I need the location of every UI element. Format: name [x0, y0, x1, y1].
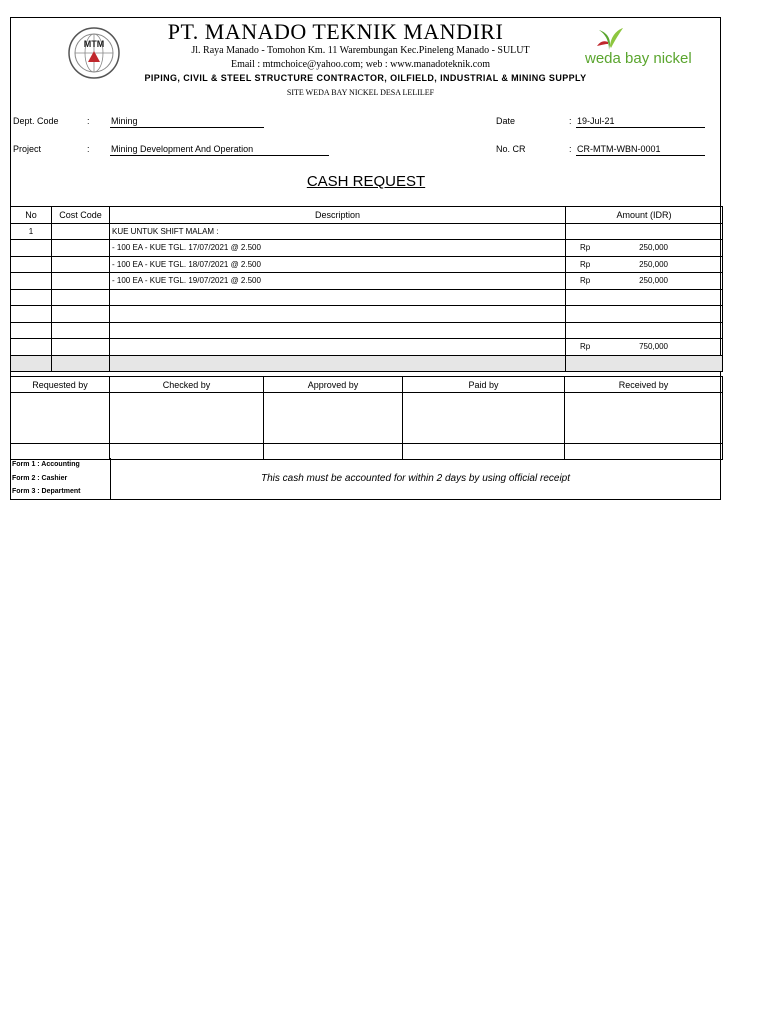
form-copy-1: Form 1 : Accounting	[12, 461, 80, 468]
date-value[interactable]: 19-Jul-21	[576, 116, 705, 128]
received-by-name[interactable]	[565, 444, 723, 460]
table-header-row	[11, 207, 723, 224]
header-no: No	[11, 207, 52, 224]
currency-label: Rp	[580, 342, 591, 352]
table-row	[11, 256, 723, 273]
items-table	[10, 206, 723, 372]
date-colon: :	[569, 116, 572, 126]
row-no[interactable]: 1	[11, 223, 52, 240]
row-no[interactable]	[11, 289, 52, 306]
table-row	[11, 322, 723, 339]
date-label: Date	[496, 116, 516, 126]
checked-by-name[interactable]	[110, 444, 264, 460]
row-cost-code[interactable]	[52, 322, 110, 339]
approved-by-label: Approved by	[264, 377, 403, 393]
company-email: Email : mtmchoice@yahoo.com; web : www.manadoteknik.com	[230, 59, 491, 70]
table-row	[11, 306, 723, 323]
form-copy-3: Form 3 : Department	[12, 488, 81, 495]
row-no[interactable]	[11, 256, 52, 273]
dept-code-label: Dept. Code	[13, 116, 59, 126]
paid-by-label: Paid by	[403, 377, 565, 393]
row-cost-code[interactable]	[52, 273, 110, 290]
signature-box-row	[11, 393, 723, 444]
row-description[interactable]	[110, 322, 566, 339]
spacer-cell	[52, 355, 110, 372]
signature-header-row	[11, 377, 723, 393]
project-value[interactable]: Mining Development And Operation	[110, 144, 329, 156]
amount-value: 250,000	[639, 243, 668, 253]
currency-label: Rp	[580, 276, 591, 286]
signature-name-row	[11, 444, 723, 460]
approved-by-signature[interactable]	[264, 393, 403, 444]
amount-value: 750,000	[639, 342, 668, 352]
form-title: CASH REQUEST	[306, 173, 426, 190]
accounting-note: This cash must be accounted for within 2 days by using official receipt	[260, 473, 571, 484]
dept-code-colon: :	[87, 116, 90, 126]
row-description[interactable]	[110, 306, 566, 323]
received-by-label: Received by	[565, 377, 723, 393]
weda-logo-text: weda bay nickel	[585, 50, 692, 67]
checked-by-signature[interactable]	[110, 393, 264, 444]
cr-label: No. CR	[496, 144, 526, 154]
cr-colon: :	[569, 144, 572, 154]
row-no[interactable]	[11, 322, 52, 339]
header-description: Description	[110, 207, 566, 224]
row-cost-code[interactable]	[52, 240, 110, 257]
project-label: Project	[13, 144, 42, 154]
amount-value: 250,000	[639, 276, 668, 286]
received-by-signature[interactable]	[565, 393, 723, 444]
requested-by-label: Requested by	[11, 377, 110, 393]
company-name: PT. MANADO TEKNIK MANDIRI	[167, 19, 504, 44]
row-description[interactable]: KUE UNTUK SHIFT MALAM :	[110, 223, 566, 240]
signature-table	[10, 376, 723, 460]
row-amount[interactable]	[566, 240, 723, 257]
requested-by-signature[interactable]	[11, 393, 110, 444]
form-copies-list	[10, 458, 111, 500]
cr-value[interactable]: CR-MTM-WBN-0001	[576, 144, 705, 156]
company-address: Jl. Raya Manado - Tomohon Km. 11 Warembungan Kec.Pineleng Manado - SULUT	[191, 45, 530, 56]
currency-label: Rp	[580, 259, 591, 269]
row-cost-code[interactable]	[52, 256, 110, 273]
spacer-cell	[11, 355, 52, 372]
amount-value: 250,000	[639, 259, 668, 269]
company-site: SITE WEDA BAY NICKEL DESA LELILEF	[286, 88, 435, 97]
project-colon: :	[87, 144, 90, 154]
row-amount[interactable]	[566, 339, 723, 356]
row-description[interactable]: - 100 EA - KUE TGL. 18/07/2021 @ 2.500	[110, 256, 566, 273]
dept-code-value[interactable]: Mining	[110, 116, 264, 128]
approved-by-name[interactable]	[264, 444, 403, 460]
row-cost-code[interactable]	[52, 289, 110, 306]
table-row	[11, 273, 723, 290]
row-cost-code[interactable]	[52, 306, 110, 323]
table-row	[11, 339, 723, 356]
company-business-line: PIPING, CIVIL & STEEL STRUCTURE CONTRACTOR, OILFIELD, INDUSTRIAL & MINING SUPPLY	[144, 73, 587, 83]
row-no[interactable]	[11, 273, 52, 290]
paid-by-signature[interactable]	[403, 393, 565, 444]
table-row	[11, 240, 723, 257]
form-copy-2: Form 2 : Cashier	[12, 474, 68, 482]
cash-request-form	[10, 17, 721, 500]
table-row	[11, 223, 723, 240]
checked-by-label: Checked by	[110, 377, 264, 393]
row-description[interactable]: - 100 EA - KUE TGL. 19/07/2021 @ 2.500	[110, 273, 566, 290]
spacer-row	[11, 355, 723, 372]
row-description[interactable]	[110, 339, 566, 356]
paid-by-name[interactable]	[403, 444, 565, 460]
row-no[interactable]	[11, 240, 52, 257]
row-amount[interactable]	[566, 273, 723, 290]
spacer-cell	[566, 355, 723, 372]
row-description[interactable]	[110, 289, 566, 306]
header-cost-code: Cost Code	[52, 207, 110, 224]
spacer-cell	[110, 355, 566, 372]
currency-label: Rp	[580, 243, 591, 253]
row-description[interactable]: - 100 EA - KUE TGL. 17/07/2021 @ 2.500	[110, 240, 566, 257]
table-row	[11, 289, 723, 306]
row-amount[interactable]	[566, 322, 723, 339]
row-no[interactable]	[11, 306, 52, 323]
row-no[interactable]	[11, 339, 52, 356]
row-amount[interactable]	[566, 306, 723, 323]
header-amount: Amount (IDR)	[566, 207, 723, 224]
row-amount[interactable]	[566, 256, 723, 273]
row-amount[interactable]	[566, 289, 723, 306]
row-amount[interactable]	[566, 223, 723, 240]
svg-text:MTM: MTM	[83, 39, 105, 49]
row-cost-code[interactable]	[52, 339, 110, 356]
row-cost-code[interactable]	[52, 223, 110, 240]
